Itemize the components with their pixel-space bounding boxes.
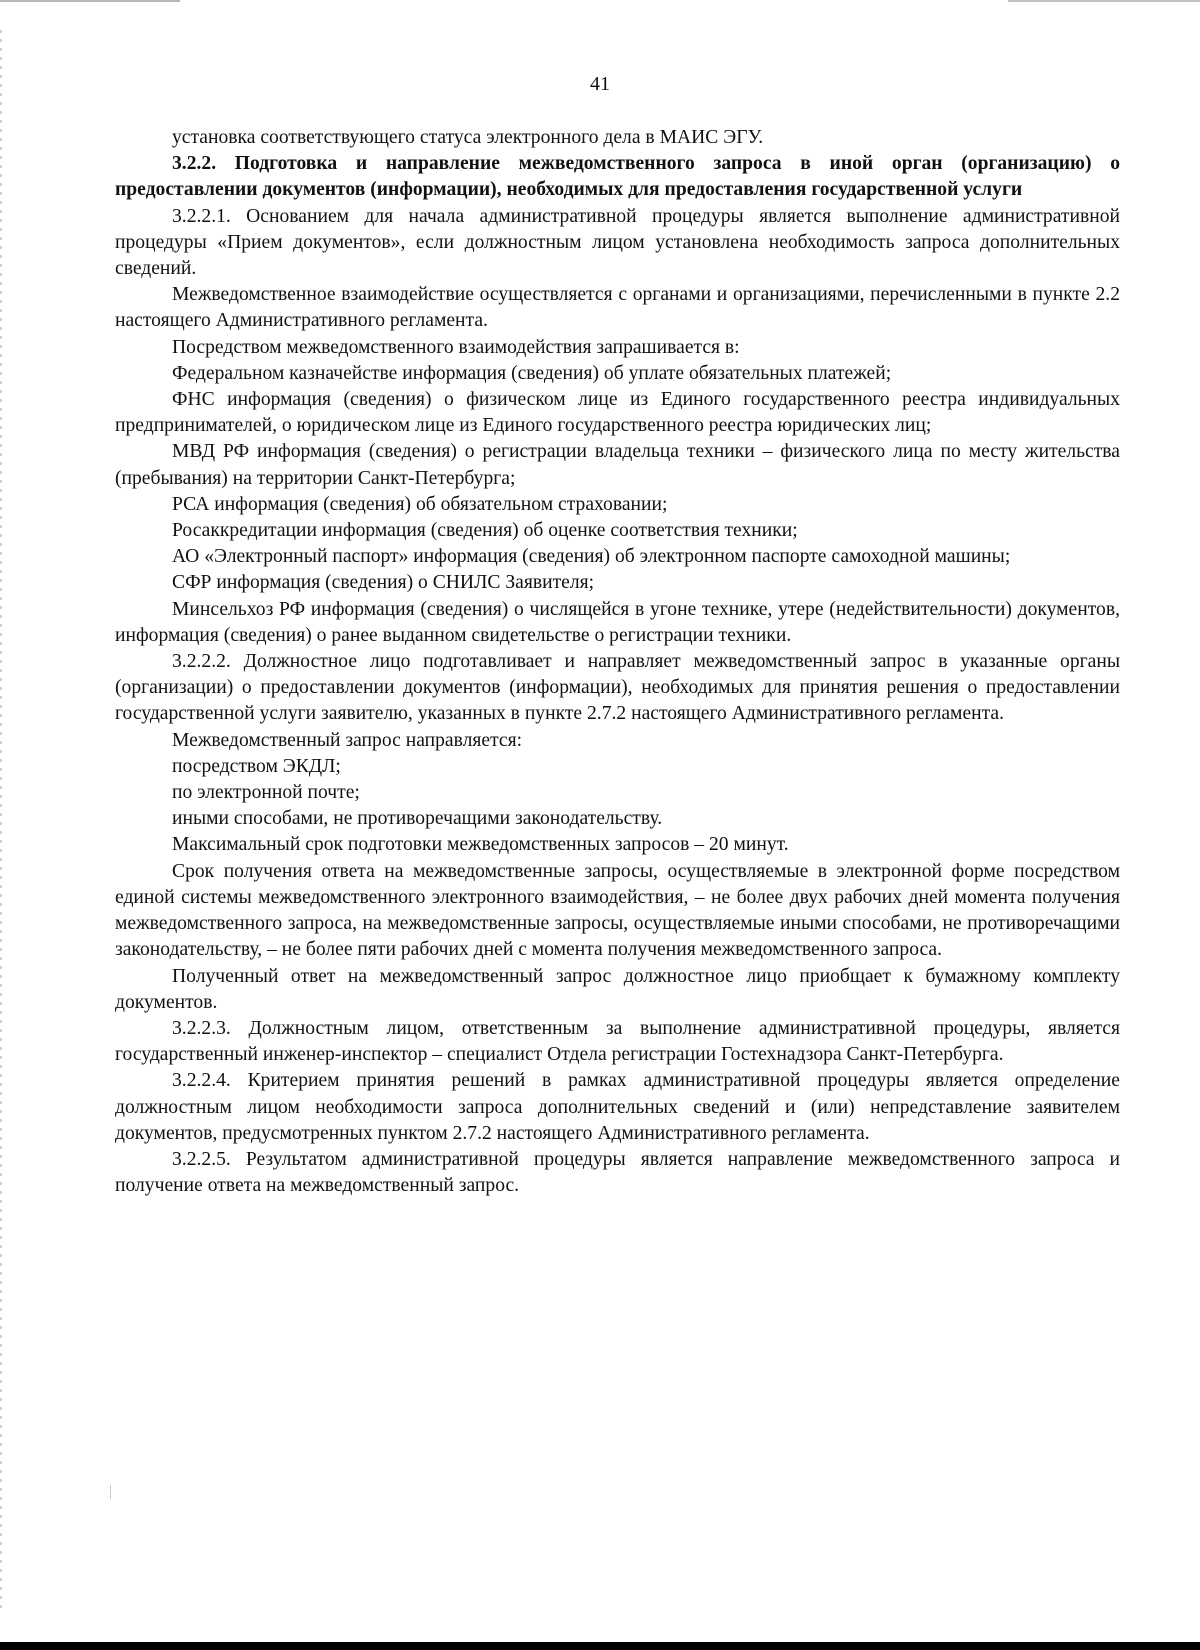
paragraph-e-passport: АО «Электронный паспорт» информация (сведения) об электронном паспорте самоходной машины; (172, 546, 1011, 568)
paragraph-response-time: Срок получения ответа на межведомственные запросы, осуществляемые в электронной форме посредством единой системы межведомственного электронного взаимодействия, – не более двух рабочих дней момента получения межведомственного запроса, на межведомственные запросы, осуществляемые иными способами, не противоречащими законодательству, – не более пяти рабочих дней с момента получения межведомственного запроса. (115, 860, 1120, 961)
paragraph-via-email: по электронной почте; (172, 782, 360, 804)
paragraph-via-ekdl: посредством ЭКДЛ; (172, 755, 341, 777)
document-body (115, 125, 1120, 1199)
section-heading-3-2-2: 3.2.2. Подготовка и направление межведомственного запроса в иной орган (организацию) о предоставлении документов (информации), необходимых для предоставления государственной услуги (115, 153, 1120, 201)
page-number: 41 (590, 73, 610, 95)
paragraph-minselkhoz: Минсельхоз РФ информация (сведения) о числящейся в угоне технике, утере (недействительности) документов, информация (сведения) о ранее выданном свидетельстве о регистрации техники. (115, 598, 1120, 646)
paragraph-3-2-2-2: 3.2.2.2. Должностное лицо подготавливает и направляет межведомственный запрос в указанные органы (организации) о предоставлении документов (информации), необходимых для принятия решения о предоставлении государственной услуги заявителю, указанных в пункте 2.7.2 настоящего Административного регламента. (115, 651, 1120, 725)
scan-margin-mark (110, 1485, 111, 1499)
paragraph-3-2-2-3: 3.2.2.3. Должностным лицом, ответственным за выполнение административной процедуры, является государственный инженер-инспектор – специалист Отдела регистрации Гостехнадзора Санкт-Петербурга. (115, 1017, 1120, 1066)
scan-left-edge (0, 30, 2, 1610)
paragraph-interagency: Межведомственное взаимодействие осуществляется с органами и организациями, перечисленными в пункте 2.2 настоящего Административного регламента. (115, 284, 1120, 332)
paragraph-rsa: РСА информация (сведения) об обязательном страховании; (172, 493, 668, 515)
scan-bottom-edge (0, 1642, 1200, 1650)
paragraph-3-2-2-4: 3.2.2.4. Критерием принятия решений в рамках административной процедуры является определение должностным лицом необходимости запроса дополнительных сведений и (или) непредставление заявителем документов, предусмотренных пунктом 2.7.2 настоящего Административного регламента. (115, 1070, 1120, 1144)
paragraph-other-means: иными способами, не противоречащими законодательству. (172, 808, 663, 830)
paragraph-continuation: установка соответствующего статуса электронного дела в МАИС ЭГУ. (172, 127, 764, 148)
paragraph-max-time: Максимальный срок подготовки межведомственных запросов – 20 минут. (172, 834, 789, 856)
paragraph-request-sent: Межведомственный запрос направляется: (172, 729, 523, 751)
paragraph-response-attached: Полученный ответ на межведомственный запрос должностное лицо приобщает к бумажному комплекту документов. (115, 965, 1120, 1013)
scan-top-edge (0, 0, 1200, 2)
paragraph-requested-in: Посредством межведомственного взаимодействия запрашивается в: (172, 336, 740, 358)
paragraph-treasury: Федеральном казначействе информация (сведения) об уплате обязательных платежей; (172, 362, 892, 384)
paragraph-rosaccreditation: Росаккредитации информация (сведения) об оценке соответствия техники; (172, 520, 798, 542)
paragraph-fns: ФНС информация (сведения) о физическом лице из Единого государственного реестра индивидуальных предпринимателей, о юридическом лице из Единого государственного реестра юридических лиц; (115, 389, 1120, 437)
paragraph-sfr: СФР информация (сведения) о СНИЛС Заявителя; (172, 572, 595, 594)
paragraph-mvd: МВД РФ информация (сведения) о регистрации владельца техники – физического лица по месту жительства (пребывания) на территории Санкт-Петербурга; (115, 441, 1120, 489)
paragraph-3-2-2-1: 3.2.2.1. Основанием для начала административной процедуры является выполнение административной процедуры «Прием документов», если должностным лицом установлена необходимость запроса дополнительных сведений. (115, 205, 1120, 280)
paragraph-3-2-2-5: 3.2.2.5. Результатом административной процедуры является направление межведомственного запроса и получение ответа на межведомственный запрос. (115, 1148, 1120, 1197)
